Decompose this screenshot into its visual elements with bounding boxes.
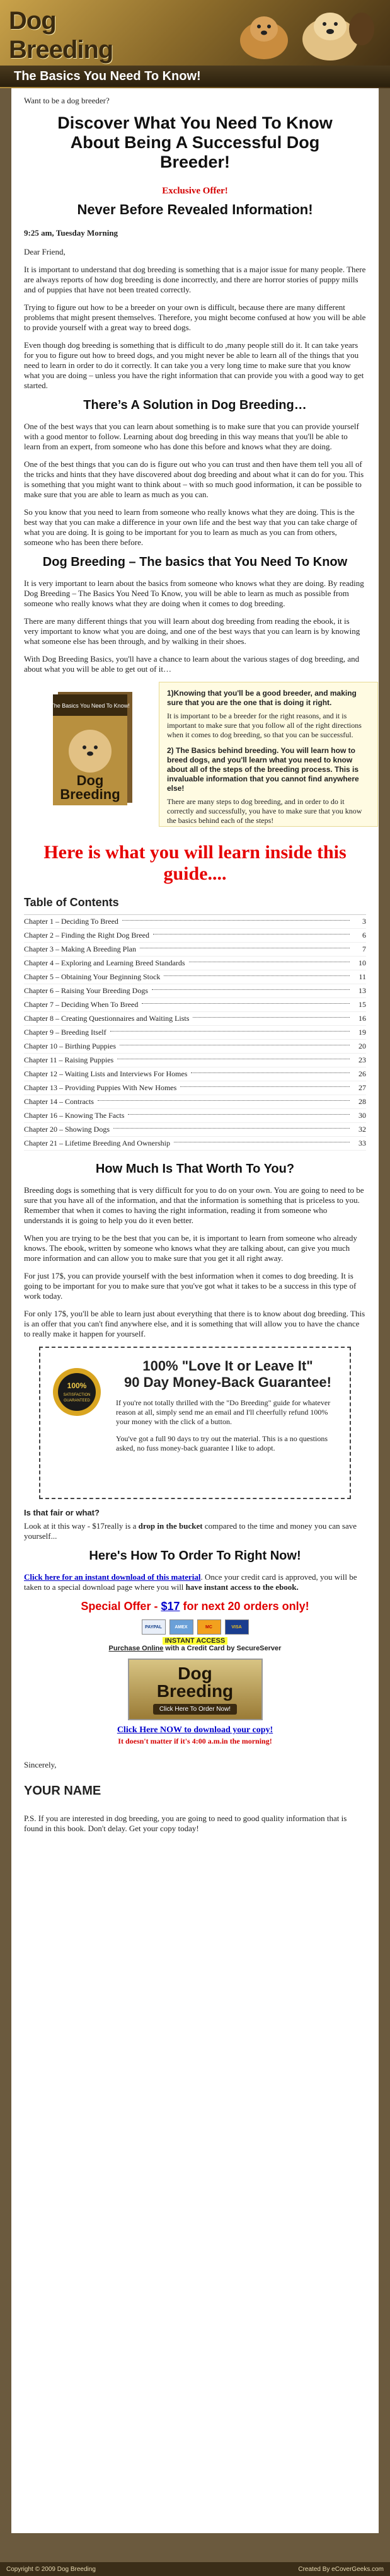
toc-row xyxy=(24,957,366,970)
toc-chapter: Chapter 4 – Exploring and Learning Breed Standards xyxy=(24,958,185,967)
basics-paragraph-3: With Dog Breeding Basics, you'll have a chance to learn about the various stages of dog breeding, and about what you will be able to get out of it… xyxy=(24,654,360,674)
copyright: Copyright © 2009 Dog Breeding xyxy=(6,2565,96,2573)
toc-leader xyxy=(193,1017,350,1018)
toc-page: 19 xyxy=(358,1028,366,1037)
toc-leader xyxy=(180,1086,350,1087)
ebook-word-2: Breeding xyxy=(60,786,120,802)
ebook-word-1: Dog xyxy=(76,773,104,788)
toc-row xyxy=(24,1095,366,1109)
toc-leader xyxy=(113,1128,350,1129)
greeting: Dear Friend, xyxy=(24,247,66,256)
order-text-after: . Once your credit card is approved, you will be taken to a special download page where you will xyxy=(24,1572,357,1592)
toc-leader xyxy=(128,1114,350,1115)
fair-text-bold: drop in the bucket xyxy=(138,1521,203,1531)
toc-page: 13 xyxy=(358,986,366,995)
instant-access: INSTANT ACCESS xyxy=(163,1637,227,1645)
worth-paragraph-4: For only 17$, you'll be able to learn just about everything that there is to know about dog breeding. This is an offer that you can't find anywhere else, and it is something that will allow you to have the chance to really make it happen for yourself. xyxy=(24,1309,365,1338)
toc-page: 16 xyxy=(358,1014,366,1023)
guarantee-paragraph-2: You've got a full 90 days to try out the material. This is a no questions asked, no fuss money-back guarantee I like to adopt. xyxy=(116,1434,328,1452)
fair-text-before: Look at it this way - $17really is a xyxy=(24,1521,137,1531)
worth-paragraph-1: Breeding dogs is something that is very difficult for you to do on your own. You are going to need to be sure that you have all of the information, and that the information is something that is priceless to you. Remember that when it comes to having the right information, reading it from someone who understands it is going to help you do it even better. xyxy=(24,1185,364,1225)
toc-leader xyxy=(122,920,350,921)
ebook-cover-icon xyxy=(47,688,141,808)
order-heading: Here's How To Order To Right Now! xyxy=(89,1549,301,1563)
toc-leader xyxy=(164,975,350,976)
order-paragraph xyxy=(24,1572,366,1592)
mastercard-icon: MC xyxy=(197,1619,221,1635)
never-revealed-heading: Never Before Revealed Information! xyxy=(77,202,313,217)
toc-row xyxy=(24,1012,366,1026)
feature-1-text: It is important to be a breeder for the right reasons, and it is important to make sure that you follow all of the right directions when it comes to dog breeding, so that you can be successful. xyxy=(167,711,362,739)
basics-heading: Dog Breeding – The basics that You Need To Know xyxy=(42,555,348,569)
toc-row xyxy=(24,970,366,984)
solution-paragraph-1: One of the best ways that you can learn about something is to make sure that you can provide yourself with a good mentor to follow. Learning about dog breeding in this way means that you'll be able to learn from an expert, from someone who has done this before and knows what they are doing. xyxy=(24,422,359,451)
table-of-contents xyxy=(24,914,366,1151)
purchase-online-line xyxy=(24,1645,366,1652)
toc-page: 32 xyxy=(358,1125,366,1134)
expire-note: It doesn't matter if it's 4:00 a.m.in the morning! xyxy=(118,1737,272,1745)
intro-paragraph-3: Even though dog breeding is something that is difficult to do ,many people still do it. It can take years for you to figure out how to breed dogs, and you might never be able to learn all of the things that you need to learn in order to do it correctly. It can take you a very long time to make sure that you know what you are doing – unless you have the right information that can provide you with a good way to get started. xyxy=(24,340,364,390)
header-tagline: The Basics You Need To Know! xyxy=(0,66,390,87)
toc-leader xyxy=(98,1100,350,1101)
toc-page: 7 xyxy=(362,945,366,953)
toc-page: 26 xyxy=(358,1069,366,1078)
toc-leader xyxy=(110,1031,350,1032)
site-logo[interactable] xyxy=(9,6,198,63)
toc-page: 11 xyxy=(358,972,366,981)
toc-chapter: Chapter 13 – Providing Puppies With New Homes xyxy=(24,1083,177,1092)
toc-chapter: Chapter 14 – Contracts xyxy=(24,1097,94,1106)
toc-row xyxy=(24,915,366,929)
toc-row xyxy=(24,1067,366,1081)
toc-row xyxy=(24,1040,366,1054)
toc-page: 27 xyxy=(358,1083,366,1092)
worth-paragraph-2: When you are trying to be the best that you can be, it is important to learn from someone who already knows. The ebook, written by someone who knows what they are talking about, can give you much more information and can allow you to make sure that you get it all right away. xyxy=(24,1233,357,1263)
toc-row xyxy=(24,1054,366,1067)
time-value: 9:25 am, xyxy=(24,228,54,238)
seal-percent: 100% xyxy=(67,1381,87,1390)
timestamp xyxy=(24,228,366,238)
instant-download-link[interactable]: Click here for an instant download of this material xyxy=(24,1572,201,1582)
guarantee-title-2: 90 Day Money-Back Guarantee! xyxy=(124,1374,331,1390)
payment-cards xyxy=(24,1619,366,1635)
logo-word-2: Breeding xyxy=(9,36,113,64)
ps-paragraph: P.S. If you are interested in dog breeding, you are going to need to good quality information that is found in this book. Don't delay. Get your copy today! xyxy=(24,1814,347,1833)
toc-chapter: Chapter 11 – Raising Puppies xyxy=(24,1055,114,1064)
download-now-link[interactable]: Click Here NOW to download your copy! xyxy=(117,1725,273,1735)
product-word-1: Dog xyxy=(178,1663,212,1683)
offer-price[interactable]: $17 xyxy=(161,1600,180,1613)
feature-2-heading: 2) The Basics behind breeding. You will learn how to breed dogs, and you'll learn what you need to know about all of the steps of the breeding process. This is invaluable information that you cannot find anywhere else! xyxy=(167,746,359,793)
amex-card-icon: AMEX xyxy=(169,1619,193,1635)
seal-satisfaction: SATISFACTION xyxy=(63,1393,91,1397)
guarantee-seal-icon xyxy=(52,1367,102,1417)
solution-paragraph-3: So you know that you need to learn from someone who really knows what they are doing. This is the best way that you can make a difference in your own life and the best way that you can take charge of what you are doing. It is going to be important for you to learn as much as you can from others, someone who has been there before. xyxy=(24,507,358,547)
solution-heading: There’s A Solution in Dog Breeding… xyxy=(83,398,307,412)
learn-heading: Here is what you will learn inside this guide.... xyxy=(43,842,347,884)
special-suffix: for next 20 orders only! xyxy=(183,1600,309,1613)
toc-page: 10 xyxy=(358,958,366,967)
toc-page: 20 xyxy=(358,1042,366,1050)
toc-page: 3 xyxy=(362,917,366,926)
toc-page: 28 xyxy=(358,1097,366,1106)
toc-chapter: Chapter 6 – Raising Your Breeding Dogs xyxy=(24,986,148,995)
toc-row xyxy=(24,1109,366,1123)
dogs-photo-icon xyxy=(226,4,377,64)
main-content xyxy=(11,88,379,2533)
toc-row xyxy=(24,943,366,957)
fair-heading: Is that fair or what? xyxy=(24,1508,100,1517)
toc-page: 30 xyxy=(358,1111,366,1120)
product-word-2: Breeding xyxy=(156,1681,234,1701)
special-prefix: Special Offer - xyxy=(81,1600,158,1613)
order-bold-end: have instant access to the ebook. xyxy=(185,1582,299,1592)
solution-paragraph-2: One of the best things that you can do is figure out who you can trust and then have them tell you all of the tricks and hints that they have discovered about dog breeding and about what it can do for you. This is something that you might want to think about – with so much good information, it can be possible to make sure that you are able to learn as much as you can. xyxy=(24,459,364,499)
logo-word-1: Dog xyxy=(9,7,56,35)
toc-title: Table of Contents xyxy=(24,896,119,909)
toc-chapter: Chapter 9 – Breeding Itself xyxy=(24,1028,106,1037)
footer xyxy=(0,2562,390,2576)
worth-heading: How Much Is That Worth To You? xyxy=(95,1162,295,1176)
basics-paragraph-1: It is very important to learn about the basics from someone who knows what they are doing. By reading Dog Breeding – The Basics You Need To Know, you will be able to learn as much as possible from someone who really knows what they are doing when it comes to dog breeding. xyxy=(24,578,364,608)
intro-paragraph-1: It is important to understand that dog breeding is something that is a major issue for many people. There are always reports of how dog breeding is done incorrectly, and there are horror stories of puppy mills and of puppies that have not been treated correctly. xyxy=(24,265,366,294)
toc-row xyxy=(24,1026,366,1040)
download-line xyxy=(24,1725,366,1735)
worth-paragraph-3: For just 17$, you can provide yourself with the best information when it comes to dog breeding. It is going to be important for you to make sure that you've got what it takes to be a success in this type of work today. xyxy=(24,1271,357,1301)
intro-question: Want to be a dog breeder? xyxy=(24,96,110,105)
toc-row xyxy=(24,929,366,943)
ebook-small-title: The Basics You Need To Know! xyxy=(50,703,130,709)
exclusive-offer: Exclusive Offer! xyxy=(162,186,228,196)
toc-row xyxy=(24,1123,366,1137)
guarantee-paragraph-1: If you're not totally thrilled with the "Do Breeding" guide for whatever reason at all, simply send me an email and I'll cheerfully refund 100% your money with the click of a button. xyxy=(116,1398,331,1426)
sincerely: Sincerely, xyxy=(24,1760,57,1769)
toc-row xyxy=(24,998,366,1012)
intro-paragraph-2: Trying to figure out how to be a breeder on your own is difficult, because there are many different problems that might present themselves. Therefore, you might become confused at how you will be able to provide yourself with a great way to breed dogs. xyxy=(24,302,366,332)
toc-leader xyxy=(191,1072,350,1073)
toc-page: 6 xyxy=(362,931,366,940)
features-section xyxy=(24,682,366,828)
paypal-card-icon: PAYPAL xyxy=(142,1619,166,1635)
time-day: Tuesday Morning xyxy=(55,228,118,238)
order-product-button[interactable] xyxy=(128,1659,263,1720)
toc-leader xyxy=(142,1003,350,1004)
toc-chapter: Chapter 2 – Finding the Right Dog Breed xyxy=(24,931,149,940)
toc-row xyxy=(24,1137,366,1151)
feature-2-text: There are many steps to dog breeding, and in order to do it correctly and successfully, you have to make sure that you know the basics behind each of the steps! xyxy=(167,797,362,825)
basics-paragraph-2: There are many different things that you will learn about dog breeding from reading the ebook, it is very important to know what you are doing, and one of the best ways that you can learn is by knowing what someone else has been through, and by walking in their shoes. xyxy=(24,616,360,646)
toc-row xyxy=(24,1081,366,1095)
toc-chapter: Chapter 7 – Deciding When To Breed xyxy=(24,1000,139,1009)
toc-chapter: Chapter 8 – Creating Questionnaires and Waiting Lists xyxy=(24,1014,190,1023)
toc-chapter: Chapter 3 – Making A Breeding Plan xyxy=(24,945,136,953)
toc-chapter: Chapter 5 – Obtaining Your Beginning Stock xyxy=(24,972,161,981)
special-offer xyxy=(24,1600,366,1613)
toc-page: 23 xyxy=(358,1055,366,1064)
purchase-online-link[interactable]: Purchase Online xyxy=(108,1645,164,1652)
toc-page: 15 xyxy=(358,1000,366,1009)
toc-page: 33 xyxy=(358,1139,366,1147)
toc-chapter: Chapter 1 – Deciding To Breed xyxy=(24,917,118,926)
order-now-button[interactable]: Click Here To Order Now! xyxy=(153,1704,237,1715)
toc-chapter: Chapter 12 – Waiting Lists and Interviews For Homes xyxy=(24,1069,188,1078)
toc-leader xyxy=(152,989,350,990)
secure-text: with a Credit Card by SecureServer xyxy=(165,1645,282,1652)
features-box xyxy=(159,682,378,827)
fair-text-after: compared to the time and money you can save yourself... xyxy=(24,1521,357,1541)
toc-chapter: Chapter 10 – Birthing Puppies xyxy=(24,1042,116,1050)
toc-row xyxy=(24,984,366,998)
toc-chapter: Chapter 16 – Knowing The Facts xyxy=(24,1111,125,1120)
feature-1-heading: 1)Knowing that you'll be a good breeder, and making sure that you are the one that is doing it right. xyxy=(167,689,357,707)
main-headline: Discover What You Need To Know About Being A Successful Dog Breeder! xyxy=(57,113,333,171)
instant-access-label xyxy=(24,1637,366,1645)
guarantee-title-1: 100% "Love It or Leave It" xyxy=(142,1358,313,1374)
toc-chapter: Chapter 21 – Lifetime Breeding And Ownership xyxy=(24,1139,170,1147)
visa-card-icon: VISA xyxy=(225,1619,249,1635)
fair-paragraph xyxy=(24,1521,366,1541)
header-banner xyxy=(0,0,390,88)
created-by[interactable]: Created By eCoverGeeks.com xyxy=(298,2565,384,2573)
toc-chapter: Chapter 20 – Showing Dogs xyxy=(24,1125,110,1134)
guarantee-box xyxy=(39,1347,351,1499)
author-name: YOUR NAME xyxy=(24,1784,101,1798)
seal-guaranteed: GUARANTEED xyxy=(64,1399,90,1403)
